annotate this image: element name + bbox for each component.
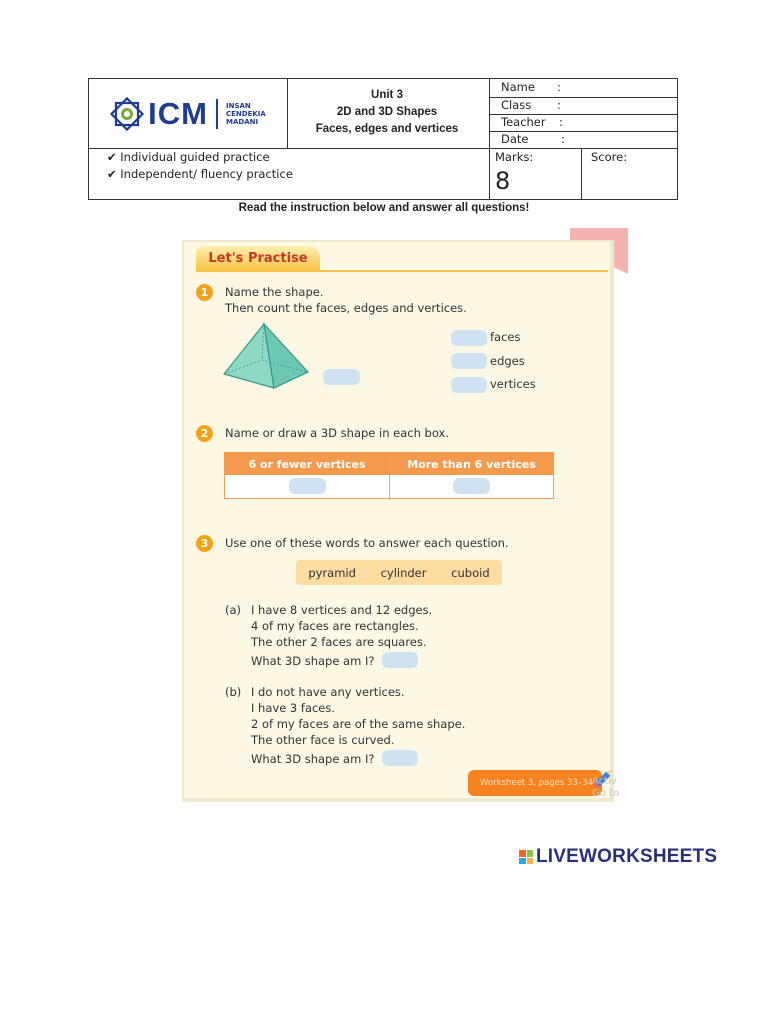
word-cuboid: cuboid [451, 565, 490, 580]
question-2-badge: 2 [196, 425, 213, 442]
more-vertices-answer-box[interactable] [453, 478, 490, 494]
watermark-text [592, 776, 619, 800]
part-b-label: (b) [225, 685, 242, 699]
date-colon: : [561, 132, 565, 146]
marks-value: 8 [495, 167, 511, 195]
liveworksheets-grid-icon [519, 850, 533, 864]
part-b-line: 2 of my faces are of the same shape. [251, 717, 466, 731]
grid-cell [527, 858, 534, 865]
instruction-text: Read the instruction below and answer all questions! [238, 202, 530, 214]
few-vertices-answer-box[interactable] [289, 478, 326, 494]
word-pyramid: pyramid [308, 565, 356, 580]
vertices-answer-box[interactable] [451, 377, 487, 393]
date-label: Date [501, 132, 529, 146]
logo-subtitle [226, 102, 266, 126]
vertices-table [224, 452, 554, 499]
logo-separator [216, 99, 218, 129]
grid-cell [519, 858, 526, 865]
tab-underline [196, 270, 608, 272]
practice-item: ✔ Individual guided practice [107, 150, 270, 164]
watermark-line: Go to [592, 788, 620, 799]
class-label: Class [501, 98, 532, 112]
part-a-label: (a) [225, 603, 242, 617]
divider [581, 148, 582, 200]
liveworksheets-text: LIVEWORKSHEETS [536, 846, 718, 867]
edges-label: edges [490, 354, 525, 368]
table-divider [389, 453, 390, 500]
part-a-question: What 3D shape am I? [251, 654, 375, 668]
name-label: Name [501, 80, 535, 94]
logo-sub-line: CENDEKIA [226, 109, 266, 118]
marks-label: Marks: [495, 150, 534, 164]
pyramid-icon [222, 322, 312, 390]
question-3-badge: 3 [196, 535, 213, 552]
q2-text: Name or draw a 3D shape in each box. [225, 426, 449, 440]
col-header-few-vertices: 6 or fewer vertices [225, 453, 389, 475]
word-bank [296, 560, 502, 585]
liveworksheets-logo[interactable] [519, 846, 717, 868]
title-line: Unit 3 [371, 89, 403, 101]
icm-logo [110, 96, 266, 132]
faces-answer-box[interactable] [451, 330, 487, 346]
watermark-line: Activ [592, 776, 617, 787]
worksheet-title [288, 87, 486, 138]
teacher-colon: : [559, 115, 563, 129]
part-a-answer-box[interactable] [382, 652, 418, 668]
part-b-answer-box[interactable] [382, 750, 418, 766]
logo-sub-line: INSAN [226, 101, 251, 110]
practice-item: ✔ Independent/ fluency practice [107, 167, 293, 181]
logo-cell [89, 79, 287, 148]
part-a-line: I have 8 vertices and 12 edges. [251, 603, 433, 617]
part-a-line: The other 2 faces are squares. [251, 635, 427, 649]
part-a-line: 4 of my faces are rectangles. [251, 619, 419, 633]
faces-label: faces [490, 330, 521, 344]
name-colon: : [557, 80, 561, 94]
shape-name-answer-box[interactable] [323, 369, 360, 385]
divider [89, 148, 677, 149]
lets-practise-tab: Let's Practise [196, 246, 320, 271]
word-cylinder: cylinder [380, 565, 427, 580]
q1-line: Then count the faces, edges and vertices. [225, 301, 467, 315]
score-label: Score: [591, 150, 628, 164]
edges-answer-box[interactable] [451, 353, 487, 369]
teacher-label: Teacher [501, 115, 546, 129]
worksheet-badge: Worksheet 3, pages 33–34 [468, 770, 602, 796]
question-1-badge: 1 [196, 284, 213, 301]
part-b-line: The other face is curved. [251, 733, 395, 747]
grid-cell [519, 850, 526, 857]
part-b-question: What 3D shape am I? [251, 752, 375, 766]
col-header-more-vertices: More than 6 vertices [390, 453, 553, 475]
title-line: Faces, edges and vertices [315, 123, 459, 135]
grid-cell [527, 850, 534, 857]
star-emblem-icon [110, 97, 144, 131]
part-b-line: I have 3 faces. [251, 701, 336, 715]
part-b-line: I do not have any vertices. [251, 685, 405, 699]
vertices-label: vertices [490, 377, 536, 391]
class-colon: : [557, 98, 561, 112]
logo-sub-line: MADANI [226, 117, 259, 126]
q1-line: Name the shape. [225, 285, 324, 299]
logo-brand: ICM [148, 95, 208, 131]
title-line: 2D and 3D Shapes [336, 106, 438, 118]
q3-text: Use one of these words to answer each question. [225, 536, 509, 550]
header-table [88, 78, 678, 200]
